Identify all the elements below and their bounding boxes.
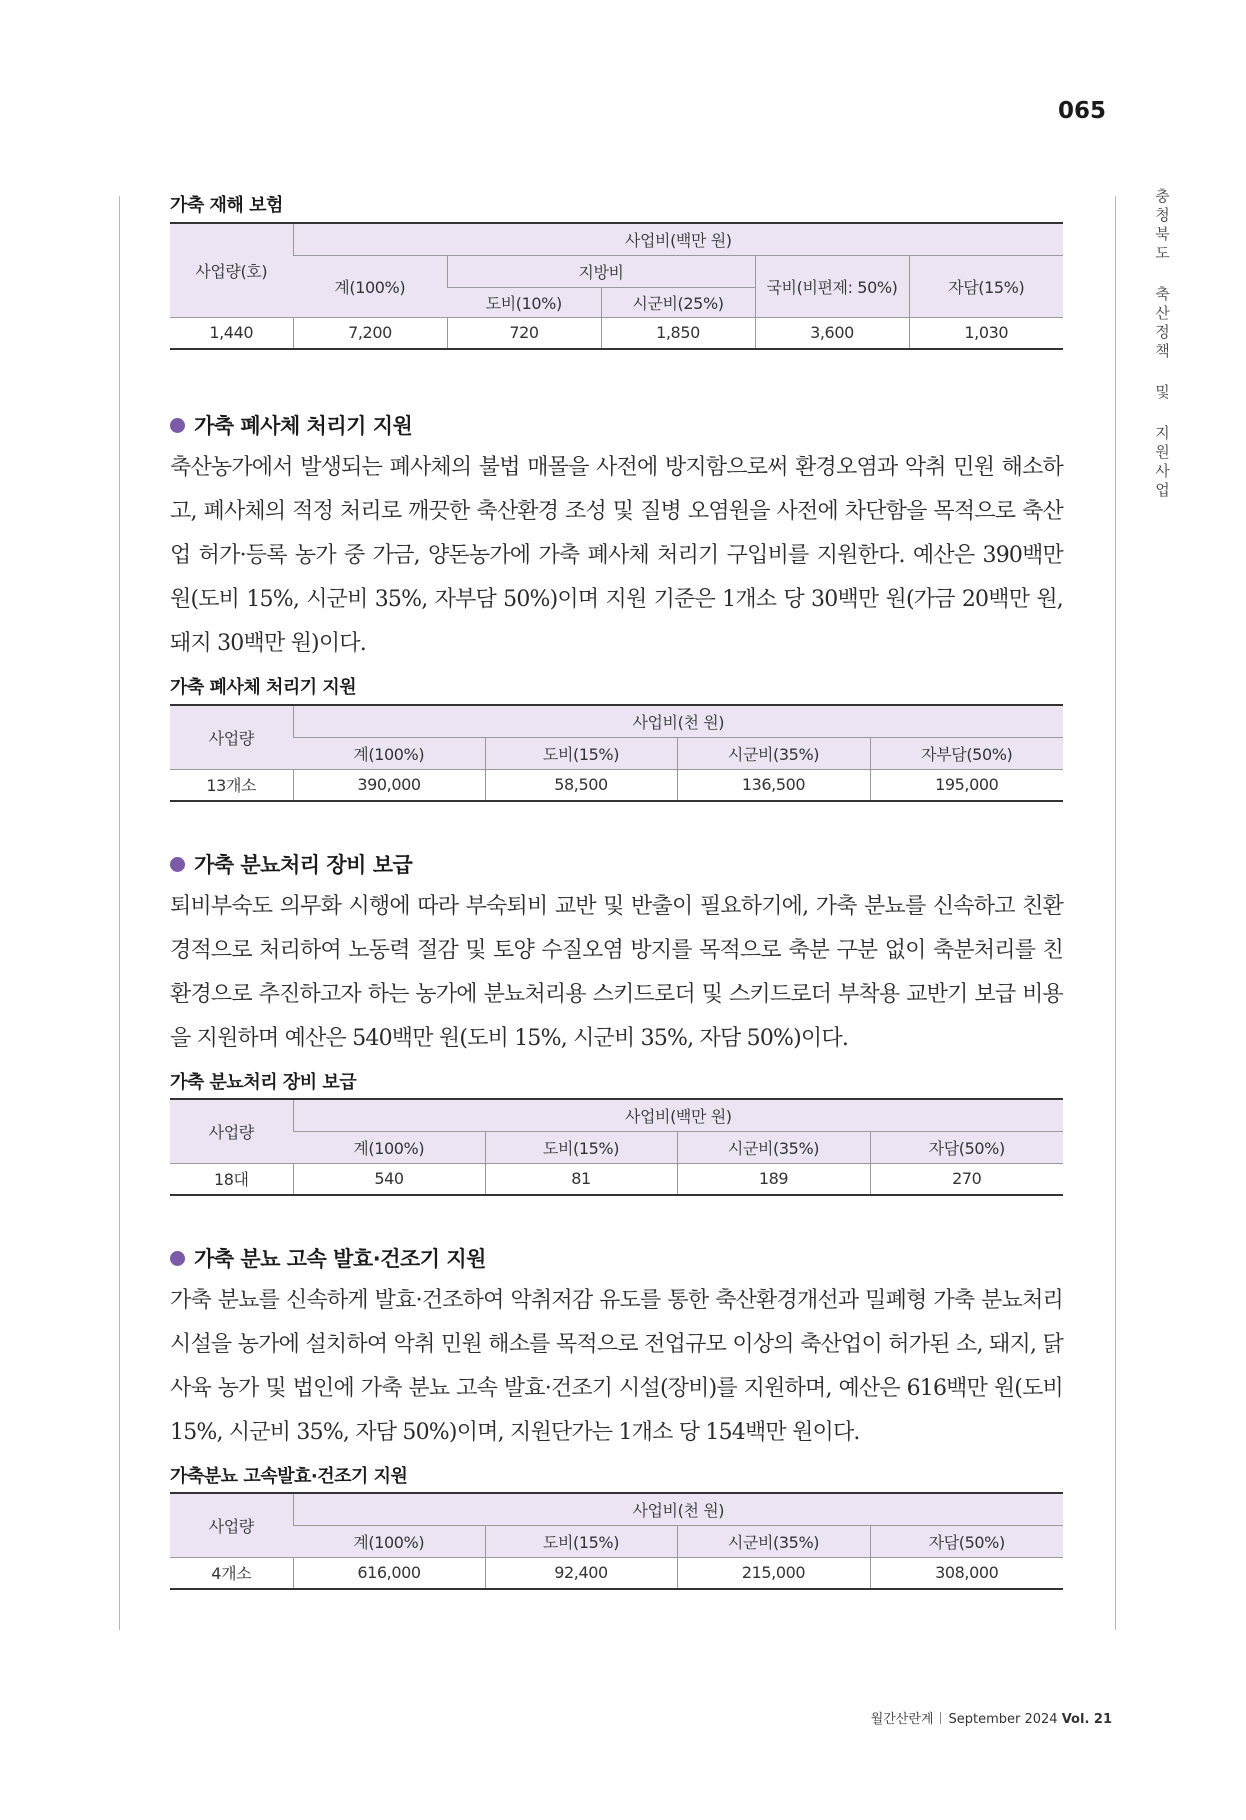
section-body-manure-equipment: 퇴비부숙도 의무화 시행에 따라 부숙퇴비 교반 및 반출이 필요하기에, 가축 분뇨를 신속하고 친환경적으로 처리하여 노동력 절감 및 토양 수질오염 방지를 목적으로 축분 구분 없이 축분처리를 친환경으로 추진하고자 하는 농가에 분뇨처리용 스키드로더 및 스키드로더 부착용 교반기 보급 비용을 지원하며 예산은 540백만 원(도비 15%, 시군비 35%, 자담 50%)이다. [170,894,1063,1051]
section-body-fermentation-dryer: 가축 분뇨를 신속하게 발효·건조하여 악취저감 유도를 통한 축산환경개선과 밀폐형 가축 분뇨처리 시설을 농가에 설치하여 악취 민원 해소를 목적으로 전업규모 이상의 축산업이 허가된 소, 돼지, 닭 사육 농가 및 법인에 가축 분뇨 고속 발효·건조기 시설(장비)를 지원하며, 예산은 616백만 원(도비 15%, 시군비 35%, 자담 50%)이며, 지원단가는 1개소 당 154백만 원이다. [170,1288,1063,1445]
table-row [170,1557,1063,1589]
section-heading-fermentation-dryer [170,1243,486,1273]
table-cell: 18대 [170,1163,293,1195]
section-body-carcass-processor: 축산농가에서 발생되는 폐사체의 불법 매몰을 사전에 방지함으로써 환경오염과 악취 민원 해소하고, 폐사체의 적정 처리로 깨끗한 축산환경 조성 및 질병 오염원을 사전에 차단함을 목적으로 축산업 허가·등록 농가 중 가금, 양돈농가에 가축 폐사체 처리기 구입비를 지원한다. 예산은 390백만 원(도비 15%, 시군비 35%, 자부담 50%)이며 지원 기준은 1개소 당 30백만 원(가금 20백만 원, 돼지 30백만 원)이다. [170,455,1063,656]
page-footer [871,1708,1112,1727]
header-national: 국비(비편제: 50%) [755,255,909,317]
table-row [170,1163,1063,1195]
table-row [170,769,1063,801]
header-group: 사업비(천 원) [293,1493,1063,1525]
table-row [170,317,1063,349]
table-cell: 189 [677,1163,870,1195]
table-cell: 92,400 [485,1557,677,1589]
header-col: 시군비(35%) [677,1131,870,1163]
table-cell: 3,600 [755,317,909,349]
table-cell: 81 [485,1163,677,1195]
header-col: 도비(15%) [485,737,677,769]
footer-volume: Vol. 21 [1061,1712,1112,1727]
header-col: 시군비(35%) [677,1525,870,1557]
section-heading-text: 가축 분뇨 고속 발효·건조기 지원 [194,1247,486,1271]
header-row-label: 사업량(호) [170,223,293,317]
table-cell: 308,000 [870,1557,1063,1589]
bullet-dot-icon [170,1251,185,1266]
header-row-label: 사업량 [170,1099,293,1163]
footer-date: September 2024 [948,1712,1058,1727]
table-cell: 540 [293,1163,485,1195]
header-col: 도비(15%) [485,1131,677,1163]
table-manure-equipment [170,1098,1063,1196]
header-col: 계(100%) [293,1131,485,1163]
header-local-1: 도비(10%) [447,287,601,317]
header-col: 자담(50%) [870,1131,1063,1163]
table-caption-carcass-processor: 가축 폐사체 처리기 지원 [170,677,357,698]
table-disaster-insurance [170,222,1063,350]
table-cell: 1,440 [170,317,293,349]
table-cell: 270 [870,1163,1063,1195]
header-col: 계(100%) [293,737,485,769]
table-cell: 1,850 [601,317,755,349]
table-cell: 1,030 [909,317,1063,349]
header-group: 사업비(천 원) [293,705,1063,737]
header-col: 자담(50%) [870,1525,1063,1557]
header-total: 계(100%) [293,255,447,317]
header-col: 도비(15%) [485,1525,677,1557]
header-local-2: 시군비(25%) [601,287,755,317]
table-cell: 7,200 [293,317,447,349]
table-cell: 616,000 [293,1557,485,1589]
header-row-label: 사업량 [170,705,293,769]
left-margin-rule [119,196,120,1630]
section-side-label: 충청북도 축산정책 및 지원사업 [1153,188,1171,501]
section-heading-text: 가축 분뇨처리 장비 보급 [194,853,413,877]
header-self: 자담(15%) [909,255,1063,317]
table-cell: 390,000 [293,769,485,801]
table-cell: 13개소 [170,769,293,801]
header-group: 사업비(백만 원) [293,223,1063,255]
table-carcass-processor [170,704,1063,802]
table-cell: 136,500 [677,769,870,801]
table-fermentation-dryer [170,1492,1063,1590]
footer-divider [940,1712,941,1724]
footer-publication: 월간산란계 [870,1712,934,1727]
header-group: 사업비(백만 원) [293,1099,1063,1131]
right-margin-rule [1115,196,1116,1630]
header-col: 시군비(35%) [677,737,870,769]
table-cell: 195,000 [870,769,1063,801]
table-cell: 720 [447,317,601,349]
section-heading-carcass-processor [170,410,412,440]
section-heading-text: 가축 폐사체 처리기 지원 [194,414,413,438]
bullet-dot-icon [170,857,185,872]
table-cell: 215,000 [677,1557,870,1589]
header-row-label: 사업량 [170,1493,293,1557]
page-number: 065 [1057,98,1106,124]
table-caption-manure-equipment: 가축 분뇨처리 장비 보급 [170,1072,357,1093]
section-heading-manure-equipment [170,849,412,879]
header-col: 계(100%) [293,1525,485,1557]
bullet-dot-icon [170,418,185,433]
header-col: 자부담(50%) [870,737,1063,769]
table-caption-disaster-insurance: 가축 재해 보험 [170,195,283,216]
header-local-group: 지방비 [447,255,755,287]
table-cell: 58,500 [485,769,677,801]
table-cell: 4개소 [170,1557,293,1589]
table-caption-fermentation-dryer: 가축분뇨 고속발효·건조기 지원 [170,1466,408,1487]
